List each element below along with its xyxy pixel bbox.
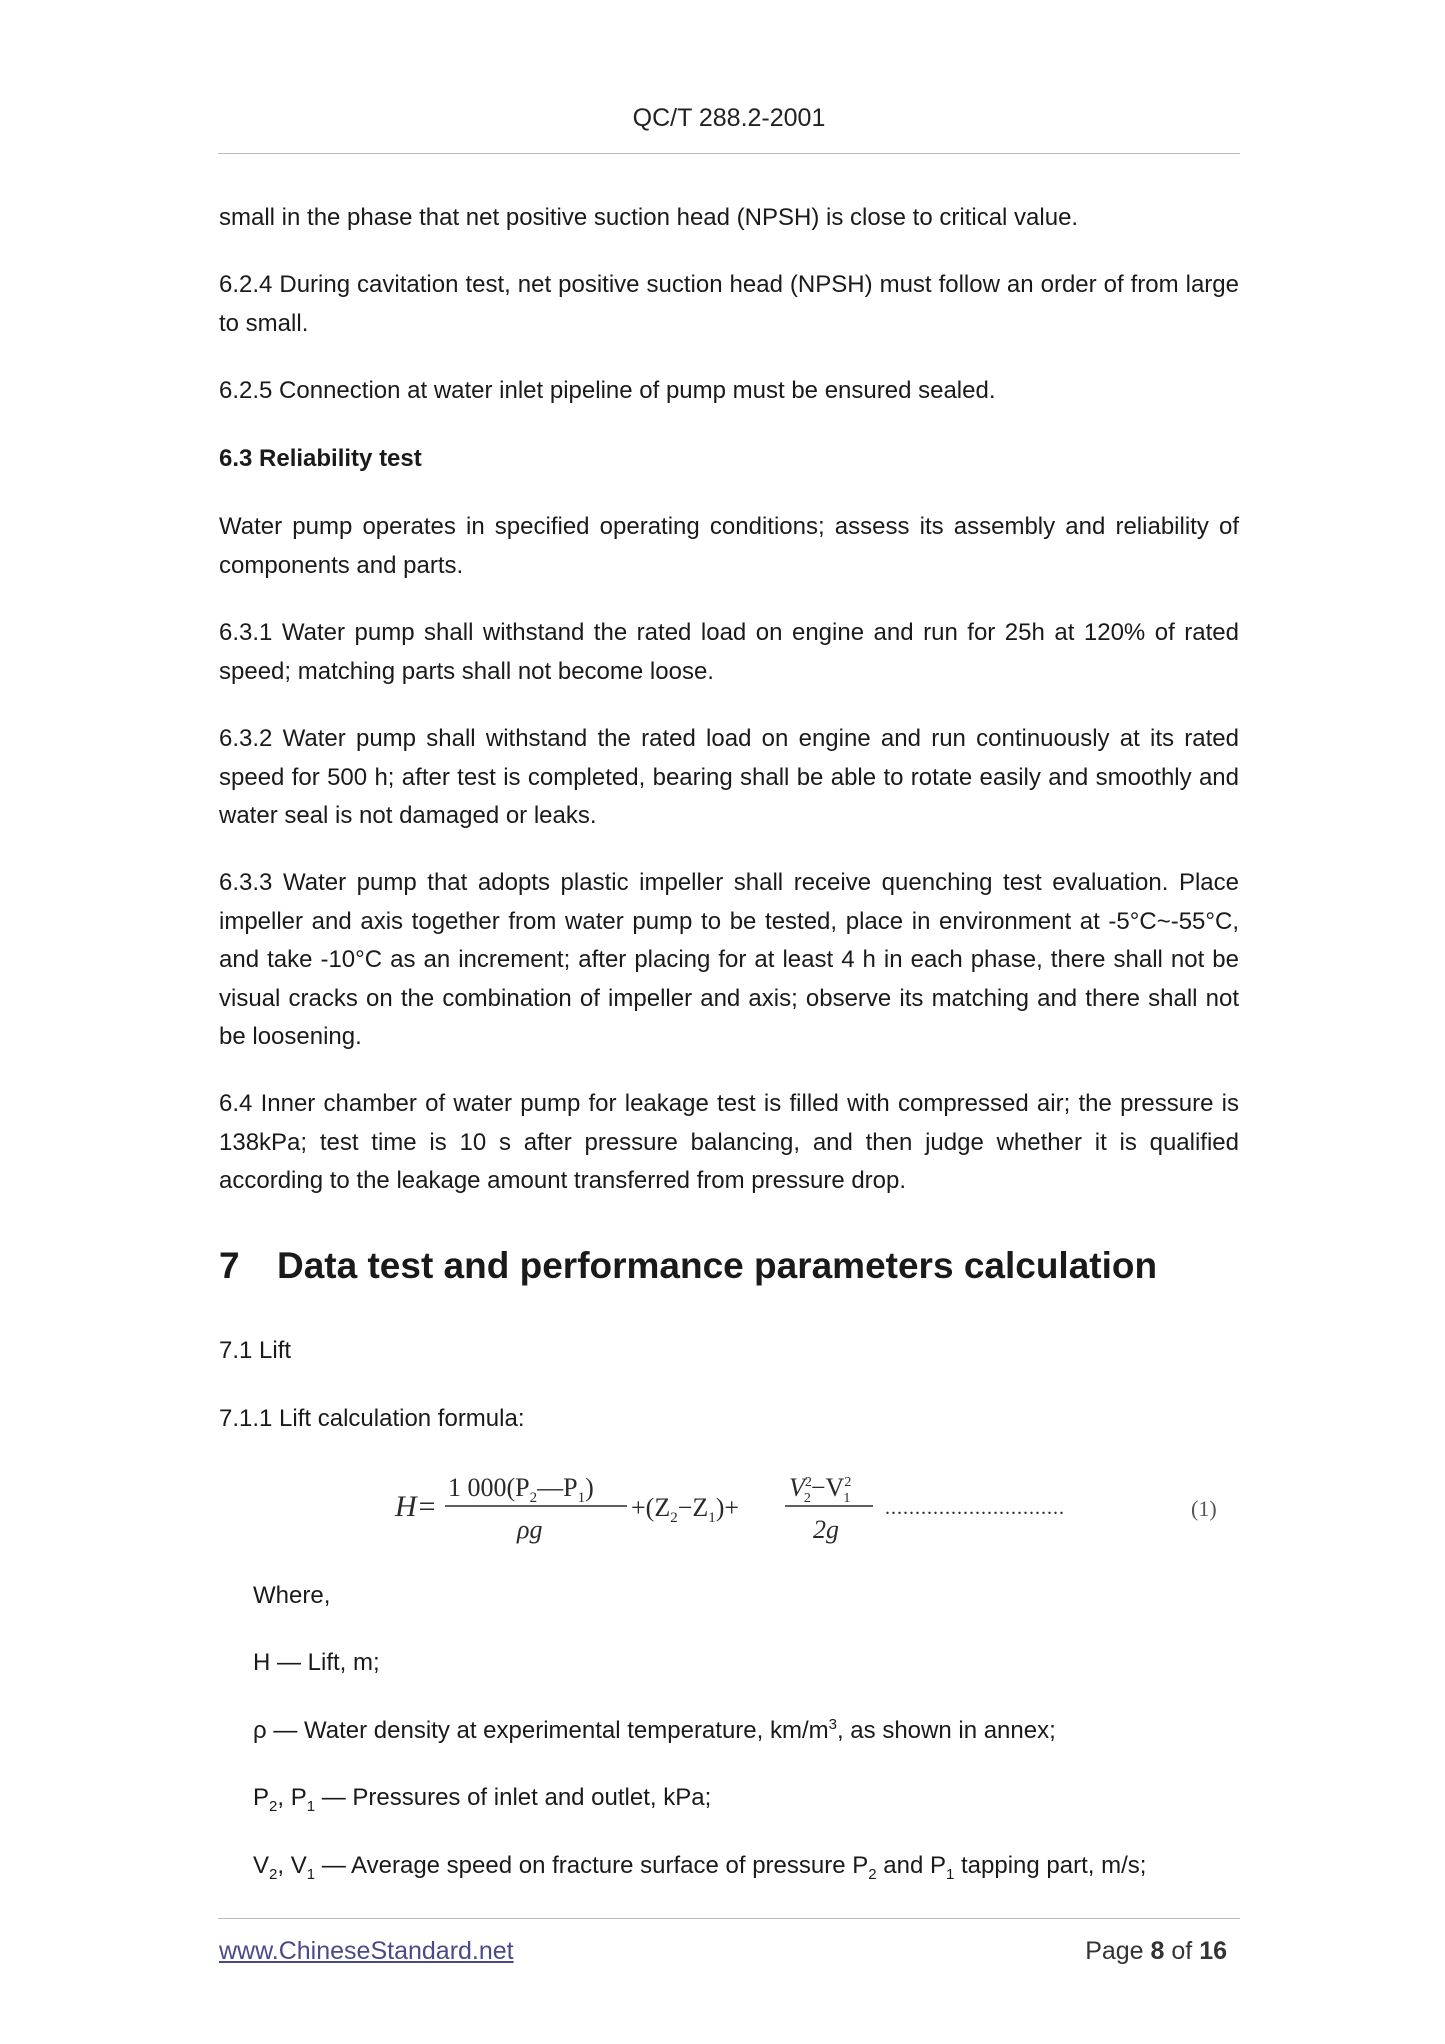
lift-formula — [395, 1468, 1235, 1548]
formula-term-2: $+(Z_2-Z_1)+$ — [631, 1493, 740, 1526]
formula-denominator-3: 2g — [813, 1515, 839, 1544]
formula-lhs: H= — [395, 1490, 437, 1523]
clause-6-4 — [219, 1085, 1239, 1201]
header-divider — [218, 153, 1240, 154]
paragraph-text: 6.4 Inner chamber of water pump for leakage test is filled with compressed air; the pressure is 138kPa; test time is 10 s after pressure balancing, and then judge whether it is qualified according to the leakage amount transferred from pressure drop. — [219, 1090, 1239, 1194]
formula-numerator-1: 1 $000(P_2—P_1)$ — [448, 1473, 594, 1506]
footer-divider — [218, 1918, 1240, 1919]
page-header: QC/T 288.2-2001 — [632, 104, 826, 132]
paragraph-text: 6.3.1 Water pump shall withstand the rated load on engine and run for 25h at 120% of rated speed; matching parts shall not become loose. — [219, 619, 1239, 685]
section-7-heading — [219, 1244, 1239, 1288]
paragraph-text: Water pump operates in specified operating conditions; assess its assembly and reliability of components and parts. — [219, 513, 1239, 579]
formula-svg — [395, 1468, 1235, 1548]
clause-6-3-intro — [219, 508, 1239, 585]
definition-speeds: $V_2$, $V_1$ — Average speed on fracture surface of pressure $P_2$ and $P_1$ tapping part, m/s; — [253, 1852, 1147, 1883]
clause-6-2-4 — [219, 266, 1239, 343]
paragraph-text: small in the phase that net positive suction head (NPSH) is close to critical value. — [219, 204, 1079, 231]
equation-number: (1) — [1191, 1496, 1217, 1521]
current-page: 8 — [1150, 1937, 1165, 1965]
clause-6-3-1 — [219, 614, 1239, 691]
page-number: Page 8 of 16 — [1085, 1937, 1227, 1965]
clause-7-1-1: 7.1.1 Lift calculation formula: — [219, 1405, 525, 1432]
definition-h: H — Lift, m; — [253, 1649, 380, 1676]
definition-rho: ρ — Water density at experimental temperature, $km/m^3$, as shown in annex; — [253, 1716, 1056, 1744]
heading-6-3: 6.3 Reliability test — [219, 445, 422, 472]
paragraph-text: 6.3.2 Water pump shall withstand the rated load on engine and run continuously at its rated speed for 500 h; after test is completed, bearing shall be able to rotate easily and smoothly and water seal is not damaged or leaks. — [219, 725, 1239, 829]
paragraph-text: 6.3.3 Water pump that adopts plastic impeller shall receive quenching test evaluation. Place impeller and axis together from water pump to be tested, place in environment at -5°C~-55°C, and take -10°C as an increment; after placing for at least 4 h in each phase, there shall not be visual cracks on the combination of impeller and axis; observe its matching and there shall not be loosening. — [219, 869, 1239, 1050]
formula-numerator-3: $V^2$ $2-V^2$ 1 — [789, 1473, 852, 1506]
clause-7-1: 7.1 Lift — [219, 1337, 292, 1364]
website-link[interactable]: www.ChineseStandard.net — [219, 1937, 514, 1965]
total-pages: 16 — [1199, 1937, 1227, 1965]
paragraph-continuation — [219, 199, 1239, 238]
where-label: Where, — [253, 1582, 331, 1609]
paragraph-text: 6.2.4 During cavitation test, net positive suction head (NPSH) must follow an order of from large to small. — [219, 271, 1239, 337]
section-title: Data test and performance parameters calculation — [277, 1245, 1158, 1286]
formula-denominator-1: ρg — [517, 1515, 543, 1544]
clause-6-3-3 — [219, 864, 1239, 1057]
formula-leader: .............................. — [885, 1497, 1065, 1519]
clause-6-2-5 — [219, 372, 1239, 411]
definition-pressures: $P_2$, $P_1$ — Pressures of inlet and outlet, kPa; — [253, 1784, 712, 1815]
paragraph-text: 6.2.5 Connection at water inlet pipeline of pump must be ensured sealed. — [219, 377, 996, 404]
clause-6-3-2 — [219, 720, 1239, 836]
section-number: 7 — [219, 1245, 240, 1286]
